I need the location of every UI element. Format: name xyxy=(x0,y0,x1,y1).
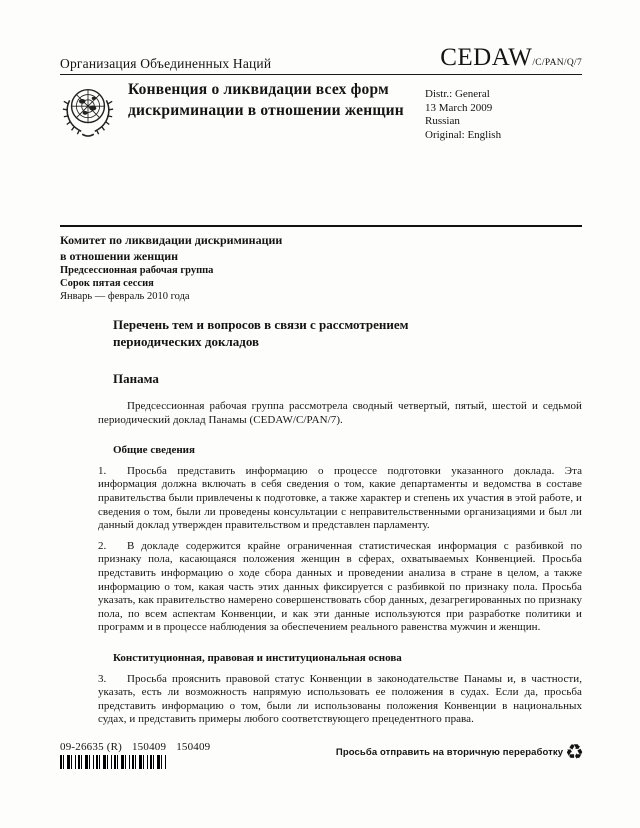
convention-title: Конвенция о ликвидации всех форм дискриминации в отношении женщин xyxy=(128,81,404,119)
un-emblem-icon xyxy=(59,81,117,139)
header-rule-thin xyxy=(60,74,582,75)
paragraph-3-number: 3. xyxy=(98,672,107,685)
recycle-icon: ♻ xyxy=(565,740,584,764)
paragraph-3-text: Просьба прояснить правовой статус Конвенции в законодательстве Панамы и, в частности, указать, есть ли возможность напрямую использовать ее положения в судах. Если да, просьба представить информацию о том, были ли использованы положения Конвенции в национальных судах, и представить примеры любого соответствующего прецедентного права. xyxy=(98,672,582,726)
paragraph-3 xyxy=(98,673,582,727)
footer-doc-id: 09-26635 (R) xyxy=(60,741,122,753)
document-symbol-sub: /C/PAN/Q/7 xyxy=(532,58,582,68)
distr-date: 13 March 2009 xyxy=(425,101,493,114)
footer-document-number xyxy=(60,741,210,753)
paragraph-1 xyxy=(98,465,582,533)
committee-name-line1: Комитет по ликвидации дискриминации xyxy=(60,233,283,247)
org-name: Организация Объединенных Наций xyxy=(60,56,272,71)
document-body xyxy=(98,316,582,727)
working-group: Предсессионная рабочая группа xyxy=(60,265,214,276)
committee-name-line2: в отношении женщин xyxy=(60,248,179,263)
paragraph-1-number: 1. xyxy=(98,464,107,477)
country-heading: Панама xyxy=(113,371,159,386)
document-title: Перечень тем и вопросов в связи с рассмотрением периодических докладов xyxy=(113,317,409,349)
distribution-block xyxy=(425,88,501,142)
document-symbol xyxy=(440,44,582,72)
section-heading-general: Общие сведения xyxy=(113,444,195,457)
barcode xyxy=(60,755,166,769)
recycle-note-text: Просьба отправить на вторичную переработку xyxy=(335,747,564,758)
intro-paragraph: Предсессионная рабочая группа рассмотрела сводный четвертый, пятый, шестой и седьмой периодический доклад Панамы (CEDAW/C/PAN/7). xyxy=(98,400,582,426)
paragraph-2-number: 2. xyxy=(98,539,107,552)
recycle-notice xyxy=(336,742,584,763)
section-heading-constitutional: Конституционная, правовая и институциональная основа xyxy=(113,651,402,664)
header-top-row xyxy=(60,44,582,72)
paragraph-2 xyxy=(98,540,582,635)
paragraph-1-text: Просьба представить информацию о процессе подготовки указанного доклада. Эта информация должна включать в себя сведения о том, какие департаменты и ведомства в составе правительства были привлечены к подготовке, а также характер и степень их участия в этой работе, и сведения о том, были ли проведены консультации с неправительственными организациями и был ли данный доклад утвержден правительством и представлен парламенту. xyxy=(98,464,582,532)
footer-code-b: 150409 xyxy=(176,741,211,753)
paragraph-2-text: В докладе содержится крайне ограниченная статистическая информация с разбивкой по признаку пола, касающаяся положения женщин в сферах, охватываемых Конвенцией. Просьба представить информацию о ходе сбора данных и проведении анализа в стране в целом, а также информацию о том, какая часть этих данных фиксируется с разбивкой по признаку пола. Просьба указать, как правительство намерено совершенствовать сбор данных, дезагрегированных по признаку пола, по всем аспектам Конвенции, и как эти данные используются при разработке политики и программ и в процессе наблюдения за обеспечением реального равенства мужчин и женщин. xyxy=(98,539,582,634)
header-rule-thick xyxy=(60,225,582,227)
document-symbol-main: CEDAW xyxy=(440,44,533,71)
footer-code-a: 150409 xyxy=(131,741,167,753)
distr-original: Original: English xyxy=(425,128,502,141)
session-number: Сорок пятая сессия xyxy=(60,278,154,289)
session-dates: Январь — февраль 2010 года xyxy=(60,291,190,302)
distr-language: Russian xyxy=(425,115,460,127)
committee-block xyxy=(60,233,282,303)
distr-line: Distr.: General xyxy=(425,88,490,100)
